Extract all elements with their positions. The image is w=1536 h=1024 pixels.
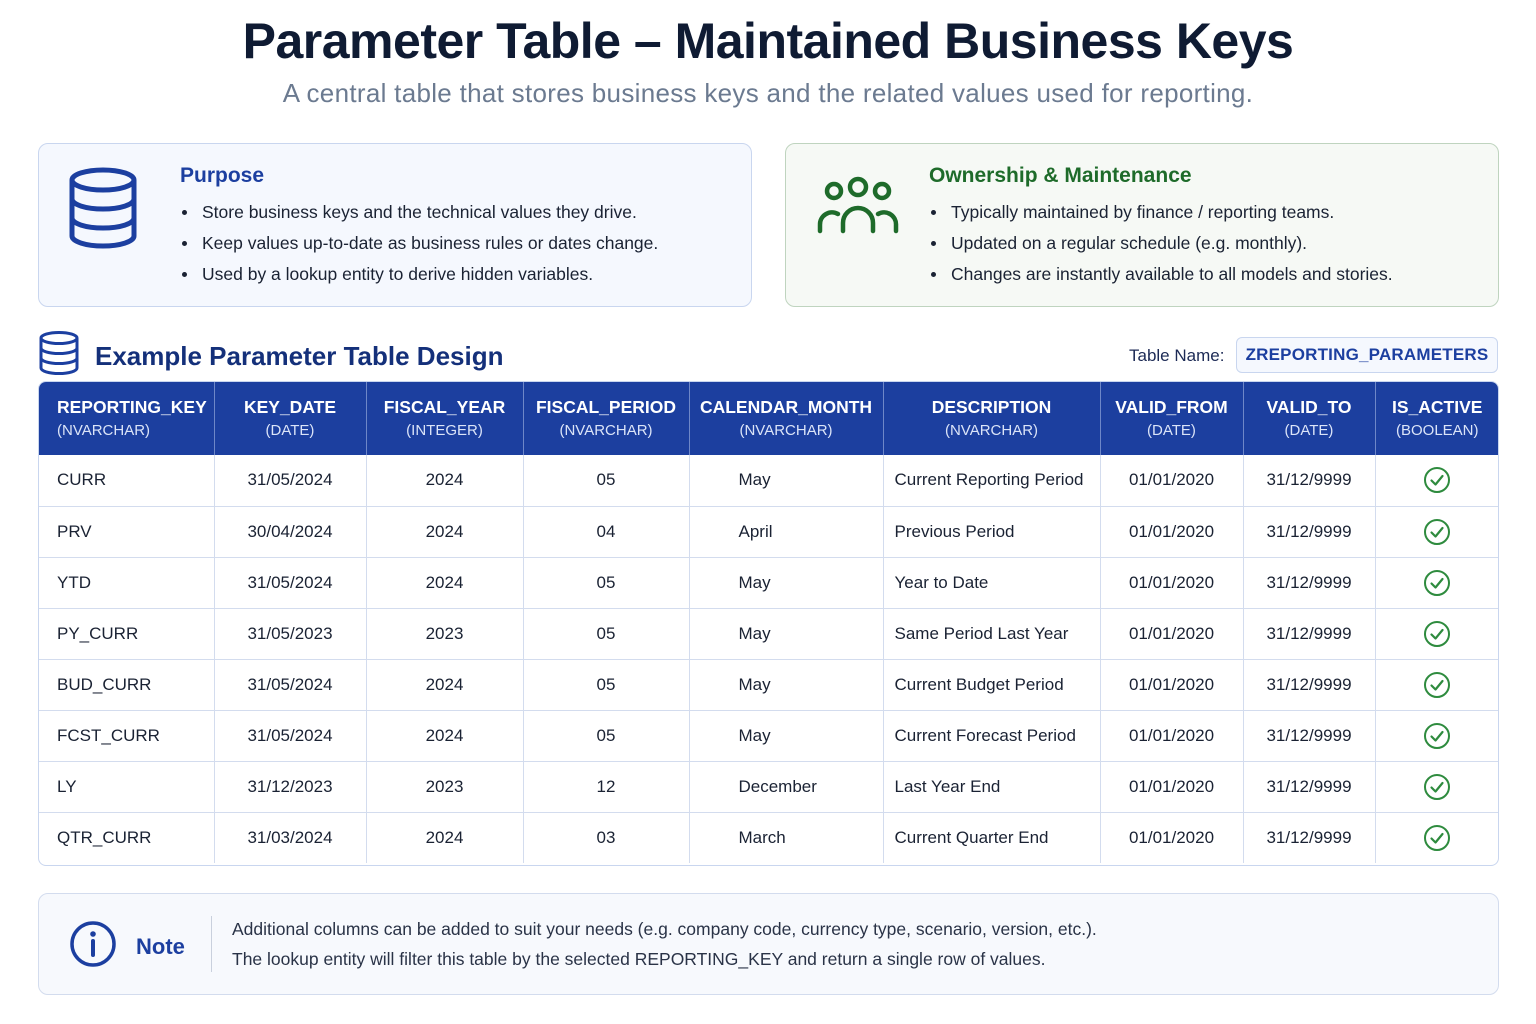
check-circle-icon: [1423, 824, 1451, 852]
valid-from-cell: 01/01/2020: [1100, 455, 1243, 506]
description-cell: Same Period Last Year: [883, 608, 1100, 659]
check-circle-icon: [1423, 569, 1451, 597]
note-line: The lookup entity will filter this table by the selected REPORTING_KEY and return a single row of values.: [232, 949, 1046, 969]
page-title: Parameter Table – Maintained Business Keys: [242, 13, 1294, 69]
note-label: Note: [136, 934, 185, 959]
column-header: REPORTING_KEY (NVARCHAR): [39, 382, 214, 455]
key-date-cell: 31/12/2023: [214, 761, 366, 812]
fiscal-period-cell: 05: [523, 710, 689, 761]
calendar-month-cell: May: [689, 455, 883, 506]
description-cell: Current Budget Period: [883, 659, 1100, 710]
reporting-key-cell: FCST_CURR: [39, 710, 214, 761]
reporting-key-cell: QTR_CURR: [39, 812, 214, 863]
ownership-title: Ownership & Maintenance: [929, 164, 1192, 187]
purpose-list: [180, 200, 658, 293]
check-circle-icon: [1423, 722, 1451, 750]
key-date-cell: 31/05/2024: [214, 557, 366, 608]
valid-from-cell: 01/01/2020: [1100, 812, 1243, 863]
valid-to-cell: 31/12/9999: [1243, 608, 1375, 659]
valid-to-cell: 31/12/9999: [1243, 506, 1375, 557]
page-subtitle: A central table that stores business keys and the related values used for reporting.: [282, 78, 1254, 108]
table-row: [39, 812, 1499, 863]
check-circle-icon: [1423, 773, 1451, 801]
column-header: VALID_FROM (DATE): [1100, 382, 1243, 455]
fiscal-year-cell: 2024: [366, 710, 523, 761]
valid-from-cell: 01/01/2020: [1100, 659, 1243, 710]
reporting-key-cell: CURR: [39, 455, 214, 506]
valid-from-cell: 01/01/2020: [1100, 710, 1243, 761]
table-row: [39, 659, 1499, 710]
list-item: Typically maintained by finance / reporting teams.: [929, 200, 1393, 231]
valid-to-cell: 31/12/9999: [1243, 812, 1375, 863]
fiscal-period-cell: 05: [523, 659, 689, 710]
calendar-month-cell: December: [689, 761, 883, 812]
calendar-month-cell: April: [689, 506, 883, 557]
table-row: [39, 455, 1499, 506]
description-cell: Current Quarter End: [883, 812, 1100, 863]
calendar-month-cell: March: [689, 812, 883, 863]
calendar-month-cell: May: [689, 557, 883, 608]
table-row: [39, 506, 1499, 557]
calendar-month-cell: May: [689, 710, 883, 761]
database-icon: [67, 166, 139, 250]
table-header-row: [39, 382, 1499, 455]
table-row: [39, 710, 1499, 761]
is-active-cell: [1375, 557, 1499, 608]
fiscal-year-cell: 2024: [366, 557, 523, 608]
valid-to-cell: 31/12/9999: [1243, 557, 1375, 608]
fiscal-period-cell: 04: [523, 506, 689, 557]
calendar-month-cell: May: [689, 659, 883, 710]
is-active-cell: [1375, 812, 1499, 863]
note-text: [232, 916, 1097, 976]
valid-from-cell: 01/01/2020: [1100, 506, 1243, 557]
valid-to-cell: 31/12/9999: [1243, 710, 1375, 761]
database-icon: [38, 331, 80, 375]
column-header: CALENDAR_MONTH (NVARCHAR): [689, 382, 883, 455]
table-row: [39, 557, 1499, 608]
check-circle-icon: [1423, 671, 1451, 699]
valid-to-cell: 31/12/9999: [1243, 761, 1375, 812]
list-item: Updated on a regular schedule (e.g. monthly).: [929, 231, 1393, 262]
fiscal-period-cell: 12: [523, 761, 689, 812]
key-date-cell: 30/04/2024: [214, 506, 366, 557]
fiscal-period-cell: 05: [523, 608, 689, 659]
users-icon: [816, 176, 900, 236]
description-cell: Current Reporting Period: [883, 455, 1100, 506]
reporting-key-cell: PRV: [39, 506, 214, 557]
table-row: [39, 608, 1499, 659]
section-title: Example Parameter Table Design: [95, 341, 504, 371]
column-header: DESCRIPTION (NVARCHAR): [883, 382, 1100, 455]
column-header: IS_ACTIVE (BOOLEAN): [1375, 382, 1499, 455]
valid-to-cell: 31/12/9999: [1243, 455, 1375, 506]
is-active-cell: [1375, 455, 1499, 506]
valid-from-cell: 01/01/2020: [1100, 557, 1243, 608]
key-date-cell: 31/05/2024: [214, 710, 366, 761]
valid-from-cell: 01/01/2020: [1100, 761, 1243, 812]
is-active-cell: [1375, 761, 1499, 812]
fiscal-period-cell: 05: [523, 455, 689, 506]
note-line: Additional columns can be added to suit your needs (e.g. company code, currency type, scenario, version, etc.).: [232, 919, 1097, 939]
key-date-cell: 31/03/2024: [214, 812, 366, 863]
parameter-table: [38, 381, 1499, 866]
calendar-month-cell: May: [689, 608, 883, 659]
is-active-cell: [1375, 659, 1499, 710]
table-name-label: Table Name:: [1129, 346, 1225, 365]
fiscal-year-cell: 2023: [366, 608, 523, 659]
list-item: Keep values up-to-date as business rules or dates change.: [180, 231, 658, 262]
fiscal-period-cell: 05: [523, 557, 689, 608]
table-name-value: ZREPORTING_PARAMETERS: [1236, 337, 1498, 373]
is-active-cell: [1375, 710, 1499, 761]
is-active-cell: [1375, 608, 1499, 659]
check-circle-icon: [1423, 518, 1451, 546]
fiscal-year-cell: 2024: [366, 812, 523, 863]
fiscal-year-cell: 2024: [366, 506, 523, 557]
description-cell: Previous Period: [883, 506, 1100, 557]
list-item: Store business keys and the technical values they drive.: [180, 200, 658, 231]
key-date-cell: 31/05/2023: [214, 608, 366, 659]
purpose-card: [38, 143, 752, 307]
reporting-key-cell: PY_CURR: [39, 608, 214, 659]
fiscal-year-cell: 2024: [366, 659, 523, 710]
fiscal-year-cell: 2024: [366, 455, 523, 506]
ownership-card: [785, 143, 1499, 307]
column-header: VALID_TO (DATE): [1243, 382, 1375, 455]
table-row: [39, 761, 1499, 812]
fiscal-period-cell: 03: [523, 812, 689, 863]
reporting-key-cell: BUD_CURR: [39, 659, 214, 710]
valid-to-cell: 31/12/9999: [1243, 659, 1375, 710]
description-cell: Current Forecast Period: [883, 710, 1100, 761]
check-circle-icon: [1423, 620, 1451, 648]
is-active-cell: [1375, 506, 1499, 557]
note-divider: [211, 916, 212, 972]
valid-from-cell: 01/01/2020: [1100, 608, 1243, 659]
description-cell: Last Year End: [883, 761, 1100, 812]
note-box: [38, 893, 1499, 995]
key-date-cell: 31/05/2024: [214, 455, 366, 506]
ownership-list: [929, 200, 1393, 293]
fiscal-year-cell: 2023: [366, 761, 523, 812]
reporting-key-cell: LY: [39, 761, 214, 812]
column-header: FISCAL_PERIOD (NVARCHAR): [523, 382, 689, 455]
key-date-cell: 31/05/2024: [214, 659, 366, 710]
purpose-title: Purpose: [180, 164, 265, 187]
reporting-key-cell: YTD: [39, 557, 214, 608]
list-item: Changes are instantly available to all models and stories.: [929, 262, 1393, 293]
info-icon: [69, 920, 117, 968]
description-cell: Year to Date: [883, 557, 1100, 608]
list-item: Used by a lookup entity to derive hidden variables.: [180, 262, 658, 293]
check-circle-icon: [1423, 466, 1451, 494]
column-header: KEY_DATE (DATE): [214, 382, 366, 455]
column-header: FISCAL_YEAR (INTEGER): [366, 382, 523, 455]
